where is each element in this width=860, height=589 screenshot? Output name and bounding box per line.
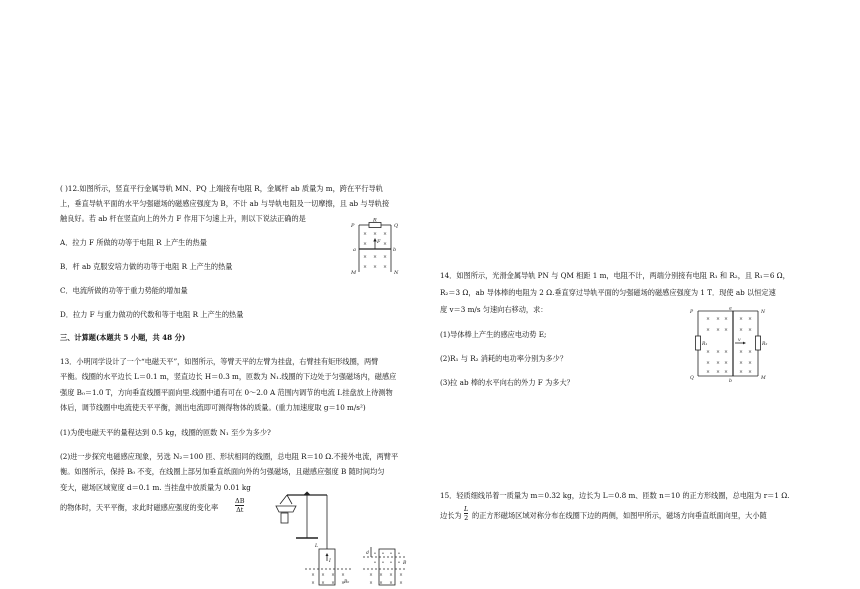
- q12-line2: 上，垂直导轨平面的水平匀强磁场的磁感应强度为 B，不计 ab 与导轨电阻及一切摩擦，且 ab 与导轨接: [60, 199, 390, 208]
- svg-text:×: ×: [716, 370, 720, 375]
- q13-line2: 平衡。线圈的水平边长 L＝0.1 m，竖直边长 H＝0.3 m，匝数为 N₁.线圈的下边处于匀强磁场内，磁感应: [60, 372, 397, 381]
- svg-text:•: •: [397, 560, 401, 565]
- q12-fig-label-n: N: [394, 270, 399, 276]
- svg-text:•: •: [389, 560, 393, 565]
- q13-fig-label-b0: B₀: [344, 580, 350, 585]
- q13-fraction-numerator: ΔB: [235, 497, 245, 505]
- q14-fig-label-q: Q: [690, 376, 694, 381]
- svg-text:×: ×: [373, 265, 377, 270]
- svg-text:×: ×: [748, 328, 752, 333]
- q14-line1: 14．如图所示，光滑金属导轨 PN 与 QM 相距 1 m，电阻不计，两端分别接有电阻 R₁ 和 R₂，且 R₁＝6 Ω，: [440, 271, 790, 280]
- svg-text:×: ×: [724, 370, 728, 375]
- q13-line1: 13．小明同学设计了一个“电磁天平”，如图所示，等臂天平的左臂为挂盘，右臂挂有矩形线圈，两臂: [60, 357, 379, 366]
- q14-fig-label-p: P: [690, 310, 694, 315]
- q12-fig-label-r: R: [373, 218, 377, 224]
- svg-text:×: ×: [399, 572, 403, 577]
- svg-text:×: ×: [739, 370, 743, 375]
- svg-text:×: ×: [716, 317, 720, 322]
- svg-text:•: •: [373, 560, 377, 565]
- q13-subquestion-2-line1: (2)进一步探究电磁感应现象，另选 N₂＝100 匝、形状相同的线圈，总电阻 R＝10 Ω.不接外电流，两臂平: [60, 452, 399, 461]
- svg-text:×: ×: [321, 572, 325, 577]
- svg-text:•: •: [397, 551, 401, 556]
- svg-text:×: ×: [389, 572, 393, 577]
- q13-fig-label-i: I: [329, 559, 331, 564]
- q13-subquestion-2-line2: 衡。如图所示，保持 B₀ 不变，在线圈上部另加垂直纸面向外的匀强磁场，且磁感应强度 B 随时间均匀: [60, 467, 385, 476]
- q12-fig-label-f: F: [377, 239, 381, 245]
- q12-line1: ( )12.如图所示，竖直平行金属导轨 MN、PQ 上端接有电阻 R，金属杆 ab 质量为 m，跨在平行导轨: [60, 184, 383, 193]
- q14-fig-label-v: v: [738, 338, 741, 343]
- q12-fig-label-p: P: [351, 223, 355, 229]
- q13-fig-label-l: L: [315, 544, 319, 549]
- svg-text:×: ×: [363, 265, 367, 270]
- q14-fig-label-r2: R₂: [762, 342, 768, 347]
- q12-fig-label-m: M: [351, 270, 357, 276]
- svg-text:×: ×: [321, 580, 325, 585]
- q14-fig-label-r1: R₁: [702, 342, 708, 347]
- svg-text:×: ×: [739, 361, 743, 366]
- svg-text:×: ×: [373, 255, 377, 260]
- q12-fig-label-b: b: [393, 247, 397, 253]
- svg-text:×: ×: [383, 255, 387, 260]
- q15-line2-start: 边长为: [440, 511, 462, 520]
- q14-fig-label-b: b: [729, 379, 732, 383]
- svg-text:×: ×: [363, 232, 367, 237]
- q12-option-b: B．杆 ab 克服安培力做的功等于电阻 R 上产生的热量: [60, 262, 233, 271]
- q15-line2-end: 的正方形磁场区域对称分布在线圈下边的两侧，如图甲所示，磁场方向垂直纸面向里，大小随: [472, 511, 767, 520]
- q15-fraction: [464, 505, 468, 522]
- q14-subquestion-2: (2)R₁ 与 R₂ 消耗的电功率分别为多少？: [440, 354, 568, 363]
- q13-fraction-rate: [235, 497, 244, 514]
- q14-line3: 度 v＝3 m/s 匀速向右移动，求：: [440, 305, 548, 314]
- q15-line1: 15．轻质细线吊着一质量为 m＝0.32 kg，边长为 L＝0.8 m、匝数 n＝10 的正方形线圈，总电阻为 r＝1 Ω.: [440, 491, 790, 500]
- q15-fraction-denominator: 2: [464, 514, 469, 522]
- svg-text:×: ×: [739, 317, 743, 322]
- svg-text:×: ×: [716, 328, 720, 333]
- svg-text:×: ×: [383, 265, 387, 270]
- q12-option-c: C．电流所做的功等于重力势能的增加量: [60, 286, 188, 295]
- q13-line3: 强度 B₀＝1.0 T，方向垂直线圈平面向里.线圈中通有可在 0～2.0 A 范围内调节的电流 I.挂盘放上待测物: [60, 388, 393, 397]
- svg-text:×: ×: [724, 328, 728, 333]
- svg-text:×: ×: [706, 361, 710, 366]
- svg-text:×: ×: [383, 232, 387, 237]
- q12-option-d: D．拉力 F 与重力做功的代数和等于电阻 R 上产生的热量: [60, 310, 244, 319]
- svg-text:×: ×: [724, 361, 728, 366]
- svg-text:×: ×: [331, 572, 335, 577]
- svg-text:×: ×: [739, 328, 743, 333]
- q14-subquestion-1: (1)导体棒上产生的感应电动势 E;: [440, 330, 547, 339]
- svg-text:×: ×: [706, 350, 710, 355]
- q13-line4: 体后，调节线圈中电流使天平平衡，测出电流即可测得物体的质量。(重力加速度取 g＝10 m/s²): [60, 403, 366, 412]
- svg-text:×: ×: [363, 255, 367, 260]
- svg-text:×: ×: [706, 328, 710, 333]
- svg-text:×: ×: [373, 232, 377, 237]
- svg-text:×: ×: [379, 580, 383, 585]
- q14-line2: R₂＝3 Ω，ab 导体棒的电阻为 2 Ω.垂直穿过导轨平面的匀强磁场的磁感应强度为 1 T．现使 ab 以恒定速: [440, 288, 776, 297]
- q13-fig-label-d: d: [366, 551, 369, 556]
- q12-line3: 触良好。若 ab 杆在竖直向上的外力 F 作用下匀速上升，则以下说法正确的是: [60, 214, 306, 223]
- svg-text:×: ×: [399, 580, 403, 585]
- svg-text:×: ×: [716, 350, 720, 355]
- svg-text:×: ×: [341, 580, 345, 585]
- svg-text:×: ×: [369, 572, 373, 577]
- svg-text:×: ×: [748, 350, 752, 355]
- svg-text:×: ×: [706, 370, 710, 375]
- q12-fig-label-q: Q: [394, 223, 399, 229]
- svg-text:×: ×: [748, 361, 752, 366]
- q12-fig-label-a: a: [353, 247, 356, 253]
- svg-text:×: ×: [363, 242, 367, 247]
- q13-subquestion-2-line4: 的物体时，天平平衡，求此时磁感应强度的变化率: [60, 503, 219, 512]
- svg-text:×: ×: [748, 370, 752, 375]
- q13-fig-label-b: B: [403, 561, 407, 566]
- svg-text:•: •: [381, 551, 385, 556]
- section-heading: 三、计算题(本题共 5 小题，共 48 分): [60, 333, 186, 342]
- svg-text:×: ×: [724, 317, 728, 322]
- svg-text:×: ×: [724, 350, 728, 355]
- q14-fig-label-n: N: [761, 310, 766, 315]
- q14-subquestion-3: (3)拉 ab 棒的水平向右的外力 F 为多大？: [440, 378, 574, 387]
- svg-text:×: ×: [739, 350, 743, 355]
- q14-fig-label-a: a: [729, 306, 732, 312]
- svg-text:×: ×: [311, 572, 315, 577]
- q12-figure: [345, 218, 405, 276]
- svg-text:•: •: [389, 551, 393, 556]
- q14-fig-label-m: M: [761, 376, 766, 381]
- svg-text:×: ×: [331, 580, 335, 585]
- svg-text:×: ×: [311, 580, 315, 585]
- svg-text:×: ×: [383, 242, 387, 247]
- svg-text:×: ×: [369, 580, 373, 585]
- svg-text:•: •: [373, 551, 377, 556]
- q13-subquestion-1: (1)为使电磁天平的量程达到 0.5 kg，线圈的匝数 N₁ 至少为多少?: [60, 428, 271, 437]
- q13-fraction-denominator: Δt: [236, 506, 244, 514]
- q13-subquestion-2-line3: 变大，磁场区域宽度 d＝0.1 m. 当挂盘中放质量为 0.01 kg: [60, 483, 251, 492]
- q13-balance-figure: [265, 486, 417, 589]
- svg-text:×: ×: [341, 572, 345, 577]
- q12-option-a: A．拉力 F 所做的功等于电阻 R 上产生的热量: [60, 238, 207, 247]
- svg-text:×: ×: [748, 317, 752, 322]
- svg-text:×: ×: [379, 572, 383, 577]
- q15-fraction-numerator: L: [464, 505, 469, 513]
- svg-text:×: ×: [706, 317, 710, 322]
- q14-figure: [688, 305, 770, 383]
- svg-text:•: •: [381, 560, 385, 565]
- svg-text:×: ×: [716, 361, 720, 366]
- svg-text:×: ×: [389, 580, 393, 585]
